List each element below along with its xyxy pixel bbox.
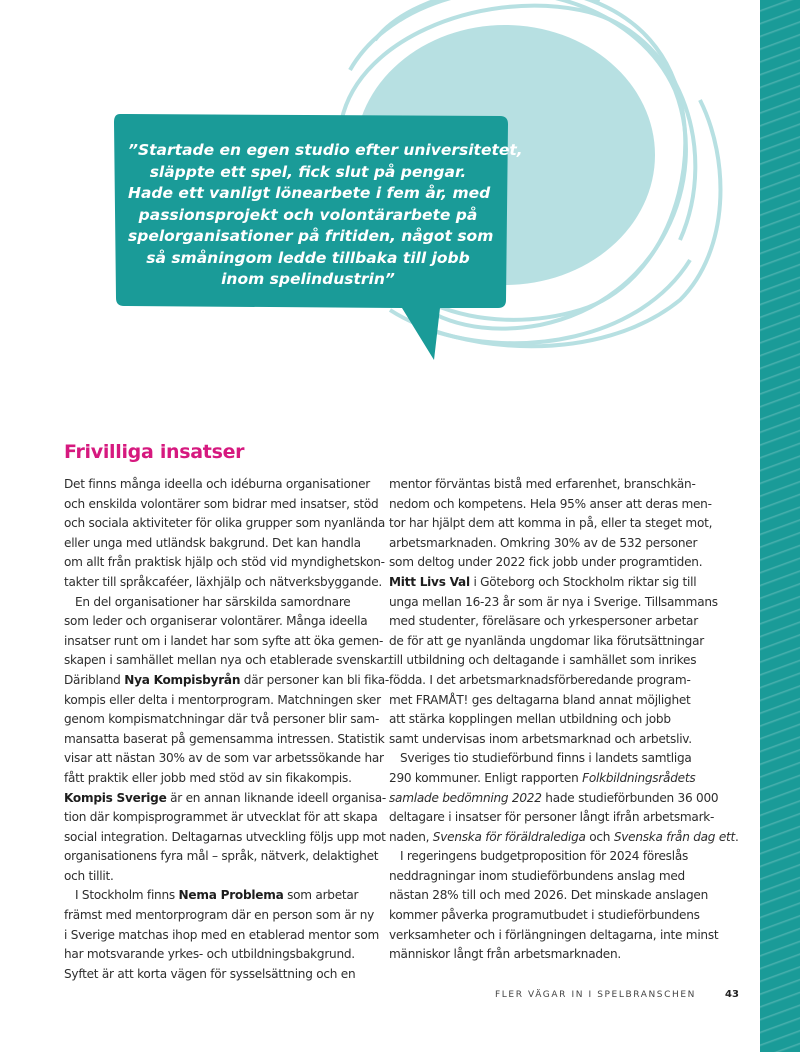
- course-title: Svenska för föräldralediga: [432, 829, 586, 844]
- quote-line: släppte ett spel, fick slut på pengar.: [149, 162, 467, 181]
- page-number: 43: [725, 989, 739, 1000]
- paragraph: [64, 475, 386, 593]
- text-line: Syftet är att korta vägen för sysselsättning och en: [64, 966, 356, 981]
- org-name-mitt-livs-val: Mitt Livs Val: [389, 574, 470, 589]
- text-line: Det finns många ideella och idéburna organisationer: [64, 477, 370, 491]
- text-line: nedom och kompetens. Hela 95% anser att deras men-: [389, 496, 712, 511]
- text-line: I regeringens budgetproposition för 2024 föreslås: [400, 849, 689, 864]
- text-line: [64, 671, 390, 691]
- text-line: skapen i samhället mellan nya och etablerade svenskar.: [64, 653, 391, 668]
- text-line: och tillit.: [64, 868, 114, 883]
- text-line: kommer påverka programutbudet i studieförbundens: [389, 908, 700, 923]
- text-line: [389, 573, 697, 593]
- text-line: som leder och organiserar volontärer. Många ideella: [64, 614, 368, 629]
- text-fragment: där personer kan bli fika-: [240, 672, 390, 687]
- text-line: verksamheter och i förlängningen deltagarna, inte minst: [389, 927, 719, 942]
- text-line: [64, 886, 366, 906]
- text-line: främst med mentorprogram där en person som är ny: [64, 908, 375, 923]
- text-line: om allt från praktisk hjälp och stöd vid myndighetskon-: [64, 555, 385, 570]
- section-heading: Frivilliga insatser: [64, 441, 245, 463]
- text-line: tor har hjälpt dem att komma in på, eller ta steget mot,: [389, 516, 713, 531]
- text-line: takter till språkcaféer, läxhjälp och nätverksbyggande.: [64, 574, 383, 589]
- text-fragment: .: [735, 829, 739, 844]
- text-line: människor långt från arbetsmarknaden.: [389, 947, 621, 962]
- text-line: [389, 789, 719, 809]
- text-line: unga mellan 16-23 år som är nya i Sverige. Tillsammans: [389, 594, 718, 609]
- text-line: [389, 828, 739, 848]
- paragraph: [389, 847, 719, 965]
- text-fragment: i Göteborg och Stockholm riktar sig till: [469, 574, 697, 589]
- text-line: tion där kompisprogrammet är utvecklat för att skapa: [64, 810, 378, 825]
- paragraph: [64, 593, 391, 887]
- paragraph: [389, 749, 739, 847]
- running-footer-title: FLER VÄGAR IN I SPELBRANSCHEN: [495, 990, 696, 1000]
- quote-line: inom spelindustrin”: [221, 270, 395, 288]
- text-line: [389, 769, 696, 789]
- quote-line: ”Startade en egen studio efter universitetet,: [128, 141, 523, 159]
- text-line: och sociala aktiviteter för olika grupper som nyanlända: [64, 516, 386, 531]
- paragraph: [389, 475, 718, 749]
- quote-line: passionsprojekt och volontärarbete på: [138, 205, 478, 224]
- left-text-column: [64, 475, 391, 984]
- text-line: arbetsmarknaden. Omkring 30% av de 532 personer: [389, 535, 698, 550]
- text-line: [64, 789, 386, 809]
- course-title: Svenska från dag ett: [613, 829, 735, 844]
- text-line: födda. I det arbetsmarknadsförberedande program-: [389, 672, 691, 687]
- text-line: som deltog under 2022 fick jobb under programtiden.: [389, 555, 703, 570]
- text-fragment: hade studieförbunden 36 000: [541, 790, 719, 805]
- text-fragment: som arbetar: [283, 888, 359, 903]
- decorative-side-stripe: [760, 0, 800, 1052]
- text-line: nästan 28% till och med 2026. Det minskade anslagen: [389, 888, 708, 903]
- quote-line: spelorganisationer på fritiden, något som: [128, 227, 494, 245]
- text-line: met FRAMÅT! ges deltagarna bland annat möjlighet: [389, 692, 691, 707]
- text-fragment: Däribland: [64, 672, 125, 687]
- text-line: genom kompismatchningar där två personer blir sam-: [64, 712, 380, 727]
- text-line: till utbildning och deltagande i samhället som inrikes: [389, 653, 697, 668]
- text-line: i Sverige matchas ihop med en etablerad mentor som: [64, 927, 380, 942]
- text-line: eller unga med utländsk bakgrund. Det kan handla: [64, 535, 361, 550]
- text-fragment: är en annan liknande ideell organisa-: [166, 790, 386, 805]
- text-line: insatser runt om i landet har som syfte att öka gemen-: [64, 633, 384, 648]
- text-line: samt undervisas inom arbetsmarknad och arbetsliv.: [389, 731, 692, 746]
- text-line: fått praktik eller jobb med stöd av sin fikakompis.: [64, 770, 352, 785]
- org-name-nema-problema: Nema Problema: [178, 888, 284, 903]
- text-line: visar att nästan 30% av de som var arbetssökande har: [64, 751, 384, 766]
- text-line: med studenter, föreläsare och yrkespersoner arbetar: [389, 614, 698, 629]
- org-name-nya-kompisbyran: Nya Kompisbyrån: [124, 672, 241, 687]
- text-line: Sveriges tio studieförbund finns i landets samtliga: [400, 751, 692, 766]
- text-line: mentor förväntas bistå med erfarenhet, branschkän-: [389, 477, 696, 491]
- org-name-kompis-sverige: Kompis Sverige: [64, 790, 167, 805]
- text-fragment: naden,: [389, 829, 433, 844]
- text-line: organisationens fyra mål – språk, nätverk, delaktighet: [64, 849, 379, 864]
- paragraph: [64, 886, 380, 984]
- text-line: mansatta baserat på gemensamma intressen. Statistik: [64, 731, 385, 746]
- text-line: och enskilda volontärer som bidrar med insatser, stöd: [64, 496, 379, 511]
- text-line: neddragningar inom studieförbundens anslag med: [389, 868, 685, 883]
- report-title: Folkbildningsrådets: [582, 770, 696, 785]
- quote-line: så småningom ledde tillbaka till jobb: [146, 248, 470, 267]
- text-line: att stärka kopplingen mellan utbildning och jobb: [389, 712, 671, 727]
- text-line: de för att ge nyanlända ungdomar lika förutsättningar: [389, 633, 704, 648]
- text-line: social integration. Deltagarnas utveckling följs upp mot: [64, 829, 386, 844]
- text-fragment: 290 kommuner. Enligt rapporten: [389, 770, 583, 785]
- text-line: har motsvarande yrkes- och utbildningsbakgrund.: [64, 947, 355, 962]
- text-fragment: och: [585, 829, 614, 844]
- report-title: samlade bedömning 2022: [389, 790, 542, 805]
- quote-line: Hade ett vanligt lönearbete i fem år, med: [128, 184, 491, 202]
- pull-quote: [128, 140, 523, 291]
- text-line: En del organisationer har särskilda samordnare: [75, 594, 351, 609]
- text-fragment: I Stockholm finns: [75, 888, 179, 903]
- text-line: deltagare i insatser för personer långt ifrån arbetsmark-: [389, 810, 715, 825]
- right-text-column: [389, 475, 739, 965]
- text-line: kompis eller delta i mentorprogram. Matchningen sker: [64, 692, 381, 707]
